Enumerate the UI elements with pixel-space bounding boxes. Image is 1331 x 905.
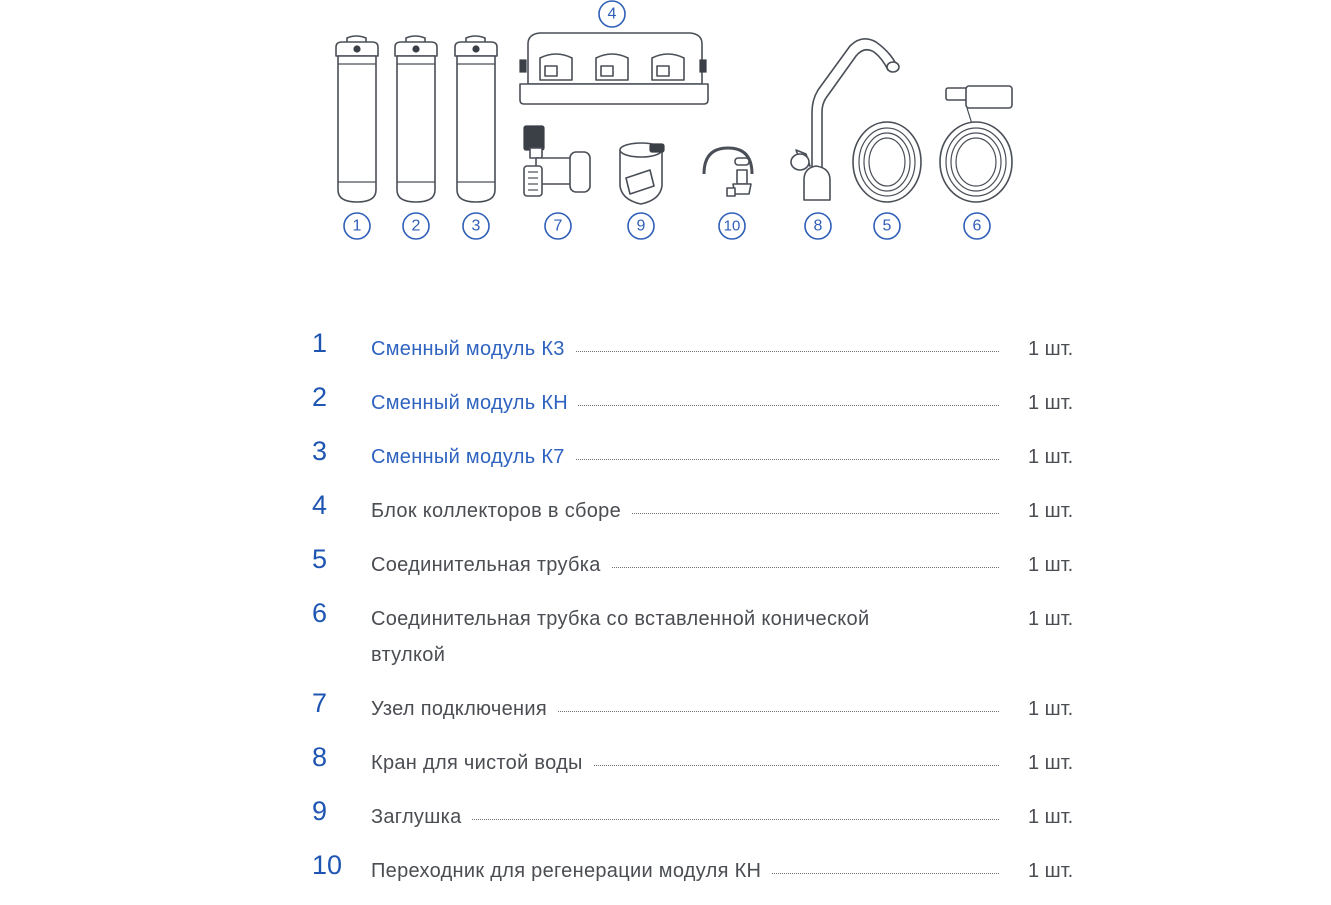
item-quantity: 1 шт. (1028, 698, 1074, 720)
item-quantity: 1 шт. (1028, 554, 1074, 576)
part-link-module-k3[interactable]: Сменный модуль К3 (371, 331, 575, 367)
svg-text:6: 6 (972, 217, 982, 235)
svg-text:2: 2 (411, 217, 421, 235)
item-number: 2 (312, 382, 328, 412)
part-name: Соединительная трубка (371, 547, 611, 583)
list-item (312, 741, 1072, 781)
svg-text:5: 5 (882, 217, 892, 235)
item-quantity: 1 шт. (1028, 446, 1074, 468)
part-name: Узел подключения (371, 691, 557, 727)
list-item (312, 327, 1072, 367)
svg-text:1: 1 (352, 217, 362, 235)
item-quantity: 1 шт. (1028, 500, 1074, 522)
part-name: Заглушка (371, 799, 472, 835)
part-name: Соединительная трубка со вставленной конической втулкой (371, 601, 941, 673)
list-item (312, 489, 1072, 529)
item-quantity: 1 шт. (1028, 392, 1074, 414)
item-quantity: 1 шт. (1028, 608, 1074, 630)
item-number: 6 (312, 598, 328, 628)
list-item (312, 597, 1072, 673)
list-item (312, 687, 1072, 727)
list-item (312, 795, 1072, 835)
list-item (312, 381, 1072, 421)
list-item (312, 849, 1072, 889)
part-name: Блок коллекторов в сборе (371, 493, 631, 529)
item-number: 3 (312, 436, 328, 466)
svg-text:3: 3 (471, 217, 481, 235)
svg-text:7: 7 (553, 217, 563, 235)
item-quantity: 1 шт. (1028, 752, 1074, 774)
part-link-module-k7[interactable]: Сменный модуль К7 (371, 439, 575, 475)
list-item (312, 543, 1072, 583)
item-number: 10 (312, 850, 343, 880)
item-quantity: 1 шт. (1028, 860, 1074, 882)
svg-text:8: 8 (813, 217, 823, 235)
item-number: 7 (312, 688, 328, 718)
svg-text:9: 9 (636, 217, 646, 235)
item-number: 5 (312, 544, 328, 574)
svg-text:10: 10 (723, 217, 741, 235)
item-number: 1 (312, 328, 328, 358)
part-link-module-kn[interactable]: Сменный модуль КН (371, 385, 578, 421)
list-item (312, 435, 1072, 475)
part-name: Кран для чистой воды (371, 745, 593, 781)
item-quantity: 1 шт. (1028, 806, 1074, 828)
item-number: 8 (312, 742, 328, 772)
item-number: 4 (312, 490, 328, 520)
svg-text:4: 4 (607, 5, 617, 23)
part-name: Переходник для регенерации модуля КН (371, 853, 771, 889)
item-quantity: 1 шт. (1028, 338, 1074, 360)
item-number: 9 (312, 796, 328, 826)
